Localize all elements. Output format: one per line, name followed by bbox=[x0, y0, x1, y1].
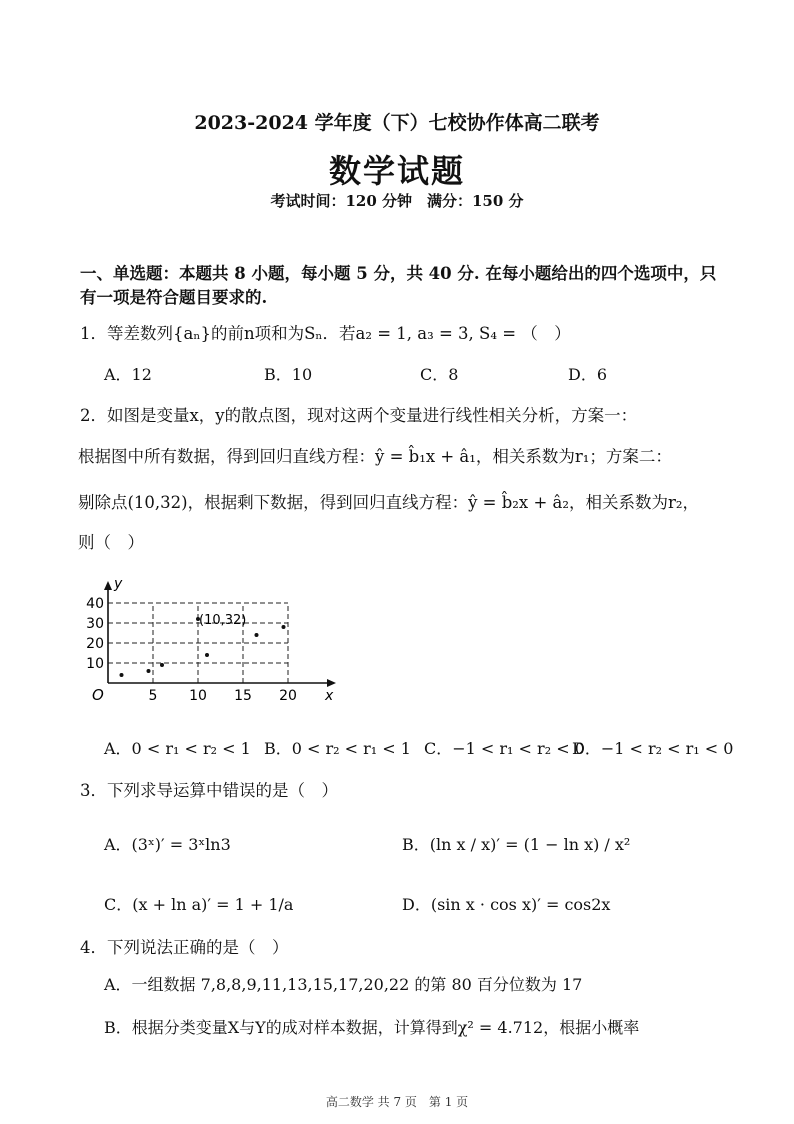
y-axis-arrow-icon bbox=[104, 581, 112, 590]
question-4-option-b: B．根据分类变量X与Y的成对样本数据，计算得到χ² = 4.712，根据小概率 bbox=[104, 1018, 640, 1037]
question-2-line-2: 根据图中所有数据，得到回归直线方程：ŷ = b̂₁x + â₁，相关系数为r₁；方案二： bbox=[78, 447, 672, 466]
question-2-option-b: B．0 < r₂ < r₁ < 1 bbox=[264, 739, 411, 758]
y-tick-label: 10 bbox=[86, 656, 104, 672]
exam-header-title: 2023-2024 学年度（下）七校协作体高二联考 bbox=[194, 112, 600, 134]
x-axis-arrow-icon bbox=[327, 679, 336, 687]
point-annotation: (10,32) bbox=[199, 613, 247, 628]
question-1-option-c: C．8 bbox=[420, 365, 459, 384]
question-1-stem: 1．等差数列{aₙ}的前n项和为Sₙ．若a₂ = 1, a₃ = 3, S₄ = （ ） bbox=[80, 324, 571, 343]
question-1-option-a: A．12 bbox=[104, 365, 152, 384]
question-2-line-3: 剔除点(10,32)，根据剩下数据，得到回归直线方程：ŷ = b̂₂x + â₂，相关系数为r₂， bbox=[78, 493, 699, 512]
scatter-point bbox=[147, 669, 151, 673]
question-4-stem: 4．下列说法正确的是（ ） bbox=[80, 938, 289, 957]
page-title: 数学试题 bbox=[328, 152, 465, 190]
question-2-option-d: D．−1 < r₂ < r₁ < 0 bbox=[572, 739, 734, 758]
question-3-option-c: C．(x + ln a)′ = 1 + 1/a bbox=[104, 895, 294, 914]
scatter-point bbox=[120, 673, 124, 677]
x-tick-label: 15 bbox=[234, 688, 252, 704]
exam-info: 考试时间：120 分钟 满分：150 分 bbox=[270, 192, 524, 210]
origin-label: O bbox=[92, 686, 104, 704]
scatter-point bbox=[255, 633, 259, 637]
y-tick-label: 40 bbox=[86, 596, 104, 612]
x-tick-label: 10 bbox=[189, 688, 207, 704]
scatter-point bbox=[160, 663, 164, 667]
x-tick-label: 20 bbox=[279, 688, 297, 704]
scatter-chart bbox=[80, 574, 350, 704]
y-axis-label: y bbox=[114, 576, 123, 592]
page-footer: 高二数学 共 7 页 第 1 页 bbox=[325, 1095, 469, 1109]
question-1-option-b: B．10 bbox=[264, 365, 313, 384]
question-3-option-a: A．(3ˣ)′ = 3ˣln3 bbox=[104, 835, 231, 854]
question-2-line-1: 2．如图是变量x，y的散点图，现对这两个变量进行线性相关分析，方案一： bbox=[80, 406, 638, 425]
question-3-stem: 3．下列求导运算中错误的是（ ） bbox=[80, 781, 338, 800]
question-3-option-d: D．(sin x · cos x)′ = cos2x bbox=[402, 895, 611, 914]
section-heading: 一、单选题：本题共 8 小题，每小题 5 分，共 40 分. 在每小题给出的四个选项中，只有一项是符合题目要求的. bbox=[80, 264, 717, 307]
y-tick-label: 20 bbox=[86, 636, 104, 652]
y-tick-label: 30 bbox=[86, 616, 104, 632]
x-axis-label: x bbox=[325, 688, 334, 704]
question-1-option-d: D．6 bbox=[568, 365, 608, 384]
scatter-point bbox=[282, 625, 286, 629]
question-2-option-a: A．0 < r₁ < r₂ < 1 bbox=[104, 739, 251, 758]
question-2-option-c: C．−1 < r₁ < r₂ < 0 bbox=[424, 739, 585, 758]
x-tick-label: 5 bbox=[148, 688, 158, 704]
question-4-option-a: A．一组数据 7,8,8,9,11,13,15,17,20,22 的第 80 百分位数为 17 bbox=[104, 975, 583, 994]
scatter-point bbox=[205, 653, 209, 657]
question-3-option-b: B．(ln x / x)′ = (1 − ln x) / x² bbox=[402, 835, 631, 854]
question-2-line-4: 则（ ） bbox=[78, 533, 144, 552]
chart-grid bbox=[108, 603, 288, 683]
